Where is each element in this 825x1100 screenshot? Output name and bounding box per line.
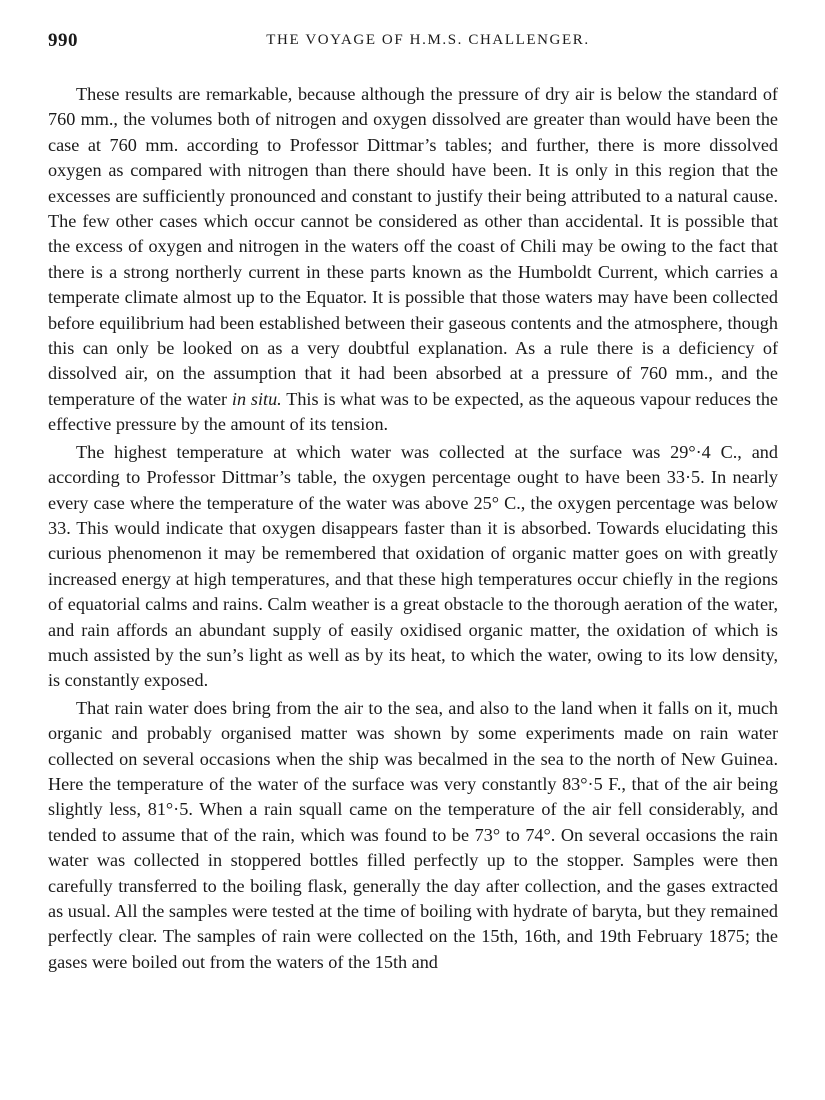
paragraph-1 [48, 82, 778, 438]
paragraph-1-text: These results are remarkable, because although the pressure of dry air is below the standard of 760 mm., the volumes both of nitrogen and oxygen dissolved are greater than would have been the case at 760 mm. according to Professor Dittmar’s tables; and further, there is more dissolved oxygen as compared with nitrogen than there should have been. It is only in this region that the excesses are sufficiently pronounced and constant to justify their being attributed to a natural cause. The few other cases which occur cannot be considered as other than accidental. It is possible that the excess of oxygen and nitrogen in the waters off the coast of Chili may be owing to the fact that there is a strong northerly current in these parts known as the Humboldt Current, which carries a temperate climate almost up to the Equator. It is possible that those waters may have been collected before equilibrium had been established between their gaseous contents and the atmosphere, though this can only be looked on as a very doubtful explanation. As a rule there is a deficiency of dissolved air, on the assumption that it had been absorbed at a pressure of 760 mm., and the temperature of the water [48, 84, 778, 409]
paragraph-1-text-end: This is what was to be expected, as the aqueous vapour reduces the effective pressure by the amount of its tension. [48, 388, 778, 435]
body-text [48, 82, 778, 975]
page-header [48, 30, 778, 58]
paragraph-2: The highest temperature at which water was collected at the surface was 29°·4 C., and according to Professor Dittmar’s table, the oxygen percentage ought to have been 33·5. In nearly every case where the temperature of the water was above 25° C., the oxygen percentage was below 33. This would indicate that oxygen disappears faster than it is absorbed. Towards elucidating this curious phenomenon it may be remembered that oxidation of organic matter goes on with greatly increased energy at high temperatures, and that these high temperatures occur chiefly in the regions of equatorial calms and rains. Calm weather is a great obstacle to the thorough aeration of the water, and rain affords an abundant supply of easily oxidised organic matter, the oxidation of which is much assisted by the sun’s light as well as by its heat, to which the water, owing to its low density, is constantly exposed. [48, 441, 778, 691]
italic-term: in situ. [231, 388, 282, 409]
page-number: 990 [48, 30, 78, 51]
document-page [48, 30, 778, 975]
running-title: THE VOYAGE OF H.M.S. CHALLENGER. [266, 32, 590, 48]
paragraph-3: That rain water does bring from the air to the sea, and also to the land when it falls on it, much organic and probably organised matter was shown by some experiments made on rain water collected on several occasions when the ship was becalmed in the sea to the north of New Guinea. Here the temperature of the water of the surface was very constantly 83°·5 F., that of the air being slightly less, 81°·5. When a rain squall came on the temperature of the air fell considerably, and tended to assume that of the rain, which was found to be 73° to 74°. On several occasions the rain water was collected in stoppered bottles filled perfectly up to the stopper. Samples were then carefully transferred to the boiling flask, generally the day after collection, and the gases extracted as usual. All the samples were tested at the time of boiling with hydrate of baryta, but they remained perfectly clear. The samples of rain were collected on the 15th, 16th, and 19th February 1875; the gases were boiled out from the waters of the 15th and [48, 697, 778, 972]
